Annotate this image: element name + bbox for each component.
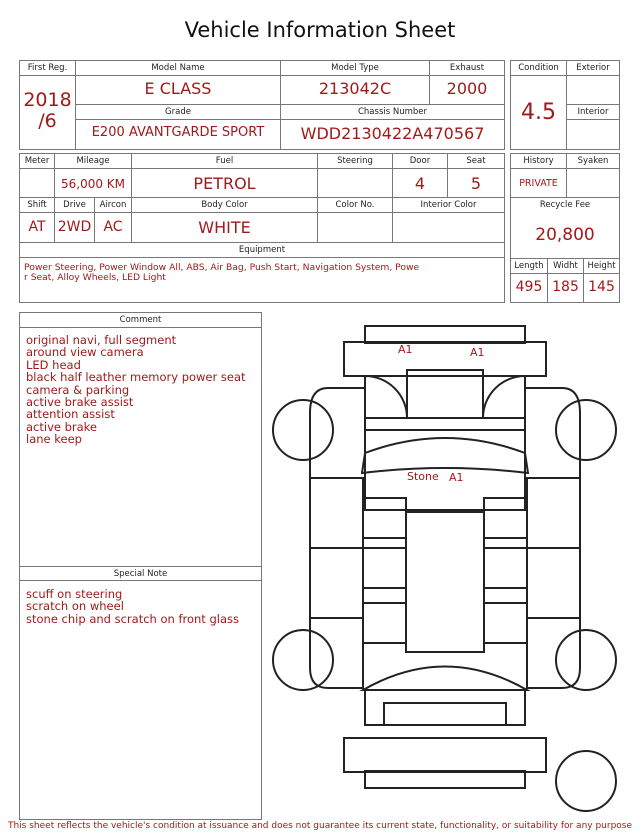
seat-value: 5 <box>470 174 482 193</box>
exterior-label: Exterior <box>567 61 619 76</box>
wheel-rear-left <box>273 630 333 690</box>
comment-line: black half leather memory power seat <box>26 370 246 385</box>
front-door-right <box>527 478 580 548</box>
rear-door-right <box>527 548 580 618</box>
first-reg-year: 2018 <box>23 89 72 111</box>
comment-label: Comment <box>20 313 261 328</box>
model-name-label: Model Name <box>76 61 280 76</box>
seat-cell <box>447 153 505 198</box>
damage-mark-windshield: A1 <box>449 471 464 484</box>
front-fender-left <box>310 388 365 478</box>
width-label: Widht <box>548 259 583 274</box>
side-window-right-2 <box>484 548 527 588</box>
exterior-cell <box>566 60 620 105</box>
fuel-label: Fuel <box>132 154 317 169</box>
model-name-cell <box>75 60 281 105</box>
seat-label: Seat <box>448 154 504 169</box>
door-cell <box>392 153 448 198</box>
side-window-right-1 <box>484 498 527 538</box>
grade-cell <box>75 104 281 150</box>
footer-disclaimer: This sheet reflects the vehicle's condition at issuance and does not guarantee its current state, functionality, or suitability for any purpose <box>7 821 633 831</box>
side-window-left-3 <box>363 603 406 643</box>
shift-cell <box>19 197 55 243</box>
special-note-line: scratch on wheel <box>26 599 124 614</box>
condition-cell <box>510 60 567 150</box>
recycle-fee-cell <box>510 197 620 259</box>
condition-label: Condition <box>511 61 566 76</box>
steering-cell <box>317 153 393 198</box>
damage-mark-front-right: A1 <box>470 346 485 359</box>
rear-deck <box>384 703 506 725</box>
history-label: History <box>511 154 566 169</box>
hood <box>407 370 483 418</box>
comment-line: lane keep <box>26 432 82 447</box>
width-cell <box>547 258 584 303</box>
side-window-left-2 <box>363 548 406 588</box>
history-cell <box>510 153 567 198</box>
front-bumper-top <box>365 326 525 343</box>
roof <box>406 512 484 652</box>
syaken-cell <box>566 153 620 198</box>
interior-label: Interior <box>567 105 619 120</box>
shift-value: AT <box>28 219 46 235</box>
grade-value: E200 AVANTGARDE SPORT <box>91 125 265 140</box>
height-value: 145 <box>588 279 615 295</box>
rear-door-left <box>310 548 363 618</box>
color-no-cell <box>317 197 393 243</box>
equipment-cell <box>19 242 505 303</box>
comment-line: camera & parking <box>26 382 130 397</box>
mileage-value: 56,000 KM <box>60 177 126 191</box>
damage-note-windshield: Stone <box>407 470 439 483</box>
syaken-label: Syaken <box>567 154 619 169</box>
front-bumper-left-corner <box>365 376 407 418</box>
recycle-fee-label: Recycle Fee <box>539 200 591 210</box>
wheel-front-right <box>556 400 616 460</box>
fuel-cell <box>131 153 318 198</box>
drive-cell <box>54 197 95 243</box>
mileage-label: Mileage <box>55 154 131 169</box>
body-color-cell <box>131 197 318 243</box>
interior-color-label: Interior Color <box>393 198 504 213</box>
equipment-label: Equipment <box>20 243 504 258</box>
rear-bumper-top <box>344 738 546 772</box>
wheel-rear-right <box>556 630 616 690</box>
rear-bumper-bottom <box>365 771 525 788</box>
trunk <box>365 690 525 725</box>
exhaust-value: 2000 <box>446 79 488 98</box>
height-cell <box>583 258 620 303</box>
comment-line: attention assist <box>26 407 115 422</box>
door-label: Door <box>393 154 447 169</box>
front-fender-right <box>525 388 580 478</box>
side-window-left-1 <box>363 498 406 538</box>
door-value: 4 <box>414 174 426 193</box>
history-value: PRIVATE <box>519 178 558 189</box>
steering-label: Steering <box>318 154 392 169</box>
comment-line: around view camera <box>26 345 144 360</box>
side-window-right-3 <box>484 603 527 643</box>
height-label: Height <box>584 259 619 274</box>
length-label: Length <box>511 259 547 274</box>
aircon-cell <box>94 197 132 243</box>
comment-list <box>26 334 261 446</box>
length-cell <box>510 258 548 303</box>
comment-line: original navi, full segment <box>26 333 177 347</box>
drive-value: 2WD <box>57 219 92 235</box>
front-door-left <box>310 478 363 548</box>
meter-label: Meter <box>20 154 54 169</box>
comment-line: active brake assist <box>26 395 134 410</box>
windshield <box>362 438 528 473</box>
rear-quarter-right <box>527 618 580 688</box>
color-no-label: Color No. <box>318 198 392 213</box>
page-title: Vehicle Information Sheet <box>184 18 456 42</box>
shift-label: Shift <box>20 198 54 213</box>
wheel-front-left <box>273 400 333 460</box>
rear-window <box>363 667 527 691</box>
car-damage-diagram <box>270 318 620 818</box>
width-value: 185 <box>552 279 579 295</box>
model-type-label: Model Type <box>281 61 429 76</box>
special-note-line: stone chip and scratch on front glass <box>26 611 239 626</box>
chassis-value: WDD2130422A470567 <box>300 124 485 143</box>
body-color-label: Body Color <box>132 198 317 213</box>
first-reg-month: /6 <box>38 110 57 132</box>
chassis-cell <box>280 104 505 150</box>
recycle-fee-value: 20,800 <box>535 225 595 245</box>
front-bumper-right-corner <box>483 376 525 418</box>
chassis-label: Chassis Number <box>281 105 504 120</box>
fuel-value: PETROL <box>193 174 256 193</box>
special-note-list <box>26 588 261 625</box>
special-note-label: Special Note <box>20 567 261 581</box>
equipment-line-1: Power Steering, Power Window All, ABS, Air Bag, Push Start, Navigation System, Powe <box>24 262 420 273</box>
first-reg-label: First Reg. <box>20 61 75 76</box>
model-type-value: 213042C <box>318 79 392 98</box>
rear-quarter-left <box>310 618 363 688</box>
aircon-value: AC <box>103 219 123 235</box>
interior-cell <box>566 104 620 150</box>
spare-wheel <box>556 751 616 811</box>
condition-value: 4.5 <box>521 100 556 125</box>
first-reg-cell <box>19 60 76 150</box>
comment-line: LED head <box>26 357 81 372</box>
aircon-label: Aircon <box>95 198 131 213</box>
exhaust-label: Exhaust <box>430 61 504 76</box>
body-color-value: WHITE <box>198 218 251 237</box>
interior-color-cell <box>392 197 505 243</box>
grade-label: Grade <box>76 105 280 120</box>
comment-line: active brake <box>26 419 98 434</box>
length-value: 495 <box>515 279 543 295</box>
comment-box <box>19 312 262 820</box>
damage-mark-front-left: A1 <box>398 343 413 356</box>
equipment-line-2: r Seat, Alloy Wheels, LED Light <box>24 272 166 283</box>
mileage-cell <box>54 153 132 198</box>
meter-cell <box>19 153 55 198</box>
exhaust-cell <box>429 60 505 105</box>
drive-label: Drive <box>55 198 94 213</box>
special-note-line: scuff on steering <box>26 587 123 601</box>
model-name-value: E CLASS <box>144 79 212 98</box>
model-type-cell <box>280 60 430 105</box>
